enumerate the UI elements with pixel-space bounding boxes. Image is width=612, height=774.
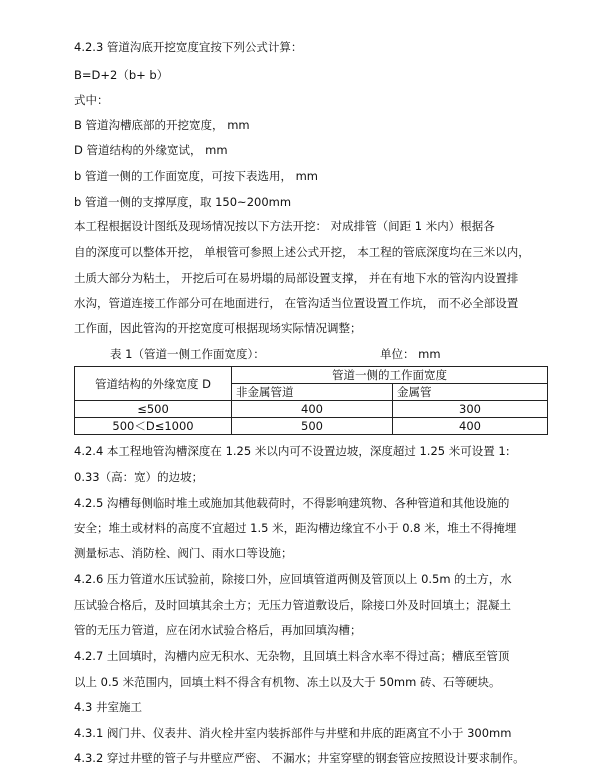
definition-b: B 管道沟槽底部的开挖宽度， mm xyxy=(74,118,250,132)
col-header-work-face: 管道一侧的工作面宽度 xyxy=(232,367,548,384)
cell-nonmetal: 400 xyxy=(232,401,393,418)
work-face-width-table xyxy=(74,366,548,435)
paragraph-line-3: 土质大部分为粘土， 开挖后可在易坍塌的局部设置支撑， 并在有地下水的管沟内设置排 xyxy=(74,271,519,285)
paragraph-line-4: 水沟，管道连接工作部分可在地面进行， 在管沟适当位置设置工作坑， 而不必全部设置 xyxy=(74,296,519,310)
heading-4-3: 4.3 井室施工 xyxy=(74,700,142,714)
sub-header-metal: 金属管 xyxy=(393,384,548,401)
s425-line-1: 4.2.5 沟槽每侧临时堆土或施加其他载荷时，不得影响建筑物、各种管道和其他设施的 xyxy=(74,496,510,510)
s425-line-2: 安全；堆土或材料的高度不宜超过 1.5 米，距沟槽边缘宜不小于 0.8 米，堆土不得掩埋 xyxy=(74,521,517,535)
cell-metal: 300 xyxy=(393,401,548,418)
cell-metal: 400 xyxy=(393,418,548,435)
definition-b1: b 管道一侧的工作面宽度，可按下表选用， mm xyxy=(74,169,319,183)
table-caption: 表 1（管道一侧工作面宽度）： xyxy=(110,347,265,361)
s425-line-3: 测量标志、消防栓、阀门、雨水口等设施； xyxy=(74,546,293,560)
s431-line: 4.3.1 阀门井、仪表井、消火栓井室内装拆部件与井壁和井底的距离宜不小于 300mm xyxy=(74,726,512,740)
cell-range: 500＜D≤1000 xyxy=(75,418,232,435)
paragraph-line-5: 工作面，因此管沟的开挖宽度可根据现场实际情况调整； xyxy=(74,321,362,335)
sub-header-nonmetal: 非金属管道 xyxy=(232,384,393,401)
s424-line-2: 0.33（高：宽）的边坡； xyxy=(74,470,204,484)
where-label: 式中： xyxy=(74,93,109,107)
paragraph-line-1: 本工程根据设计图纸及现场情况按以下方法开挖： 对成排管（间距 1 米内）根据各 xyxy=(74,219,495,233)
formula: B=D+2（b+ b） xyxy=(74,68,169,82)
table-unit: 单位： mm xyxy=(380,347,441,361)
s427-line-2: 以上 0.5 米范围内，回填土料不得含有机物、冻土以及大于 50mm 砖、石等硬块。 xyxy=(74,675,501,689)
s426-line-3: 管的无压力管道，应在闭水试验合格后，再加回填沟槽； xyxy=(74,623,362,637)
s424-line-1: 4.2.4 本工程地管沟槽深度在 1.25 米以内可不设置边坡，深度超过 1.25 米可设置 1: xyxy=(74,444,510,458)
cell-nonmetal: 500 xyxy=(232,418,393,435)
table-row xyxy=(75,418,548,435)
definition-b2: b 管道一侧的支撑厚度，取 150~200mm xyxy=(74,195,292,209)
definition-d: D 管道结构的外缘宽试， mm xyxy=(74,143,228,157)
col-header-outer-width: 管道结构的外缘宽度 D xyxy=(75,367,232,401)
table-row xyxy=(75,401,548,418)
s426-line-1: 4.2.6 压力管道水压试验前，除接口外，应回填管道两侧及管顶以上 0.5m 的土方，水 xyxy=(74,572,512,586)
cell-range: ≤500 xyxy=(75,401,232,418)
s432-line: 4.3.2 穿过井壁的管子与井壁应严密、 不漏水；井室穿壁的钢套管应按照设计要求制作。 xyxy=(74,751,525,765)
s426-line-2: 压试验合格后，及时回填其余土方；无压力管道敷设后，除接口外及时回填土；混凝土 xyxy=(74,598,511,612)
paragraph-line-2: 自的深度可以整体开挖， 单根管可参照上述公式开挖， 本工程的管底深度均在三米以内， xyxy=(74,245,530,259)
heading-4-2-3: 4.2.3 管道沟底开挖宽度宜按下列公式计算： xyxy=(74,40,303,54)
s427-line-1: 4.2.7 土回填时，沟槽内应无积水、无杂物，且回填土料含水率不得过高；槽底至管顶 xyxy=(74,649,510,663)
